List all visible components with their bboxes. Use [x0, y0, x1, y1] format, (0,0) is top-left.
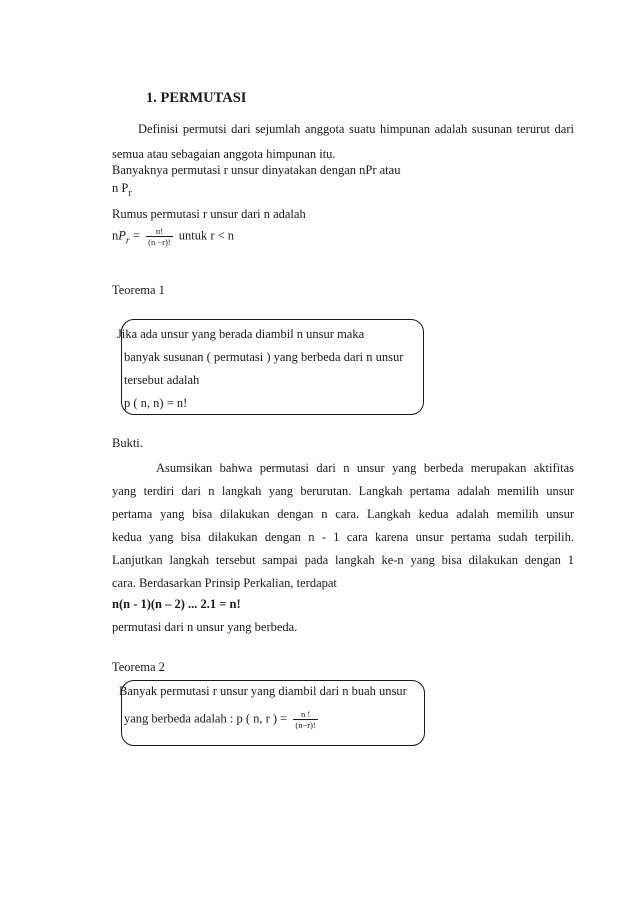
- bukti-formula: n(n - 1)(n – 2) ... 2.1 = n!: [112, 597, 241, 611]
- formula-subscript: r: [125, 235, 130, 247]
- bukti-line-6: cara. Berdasarkan Prinsip Perkalian, terdapat: [112, 576, 337, 590]
- bukti-title: Bukti.: [112, 436, 143, 450]
- teorema-2-fraction: [293, 709, 317, 730]
- bukti-line-5: Lanjutkan langkah tersebut sampai pada langkah ke-n yang bisa dilakukan dengan 1: [112, 553, 574, 567]
- teorema-2-line-2: [124, 709, 321, 730]
- formula-n: n: [112, 228, 119, 243]
- bukti-line-7: permutasi dari n unsur yang berbeda.: [112, 620, 298, 634]
- teorema-1-title: Teorema 1: [112, 283, 165, 297]
- teorema-1-line-3: tersebut adalah: [124, 373, 200, 387]
- teorema-1-line-1: Jika ada unsur yang berada diambil n unsur maka: [117, 327, 365, 341]
- section-title: 1. PERMUTASI: [146, 90, 247, 106]
- formula-p: P: [118, 228, 126, 243]
- definition-line-3: Banyaknya permutasi r unsur dinyatakan dengan nPr atau: [112, 163, 401, 177]
- definition-line-1: Definisi permutsi dari sejumlah anggota suatu himpunan adalah susunan terurut dari: [138, 122, 574, 136]
- bukti-line-3: pertama yang bisa dilakukan dengan n cara. Langkah kedua adalah memilih unsur: [112, 507, 574, 521]
- teorema-1-line-2: banyak susunan ( permutasi ) yang berbeda dari n unsur: [124, 350, 404, 364]
- formula-fraction: [146, 226, 173, 247]
- permutation-formula: [112, 226, 234, 249]
- formula-numerator: n!: [155, 226, 163, 236]
- teorema-2-text: yang berbeda adalah : p ( n, r ) =: [124, 711, 288, 726]
- bukti-line-1: Asumsikan bahwa permutasi dari n unsur yang berbeda merupakan aktifitas: [156, 461, 574, 475]
- formula-condition: untuk r < n: [178, 228, 235, 243]
- teorema-2-title: Teorema 2: [112, 660, 165, 674]
- npr-main: n P: [112, 181, 129, 195]
- npr-notation: [112, 180, 132, 202]
- definition-line-2: semua atau sebagaian anggota himpunan itu.: [112, 147, 336, 161]
- teorema-1-line-4: p ( n, n) = n!: [124, 396, 188, 410]
- bukti-line-4: kedua yang bisa dilakukan dengan n - 1 cara karena unsur pertama sudah terpilih.: [112, 530, 574, 544]
- teorema-2-denominator: (n−r)!: [295, 720, 316, 730]
- teorema-2-numerator: n !: [300, 709, 311, 719]
- npr-subscript: r: [128, 188, 132, 199]
- rumus-line: Rumus permutasi r unsur dari n adalah: [112, 207, 306, 221]
- formula-equals: =: [132, 228, 140, 243]
- bukti-line-2: yang terdiri dari n langkah yang berurutan. Langkah pertama adalah memilih unsur: [112, 484, 574, 498]
- teorema-2-line-1: Banyak permutasi r unsur yang diambil dari n buah unsur: [119, 684, 407, 698]
- formula-denominator: (n −r)!: [148, 237, 171, 247]
